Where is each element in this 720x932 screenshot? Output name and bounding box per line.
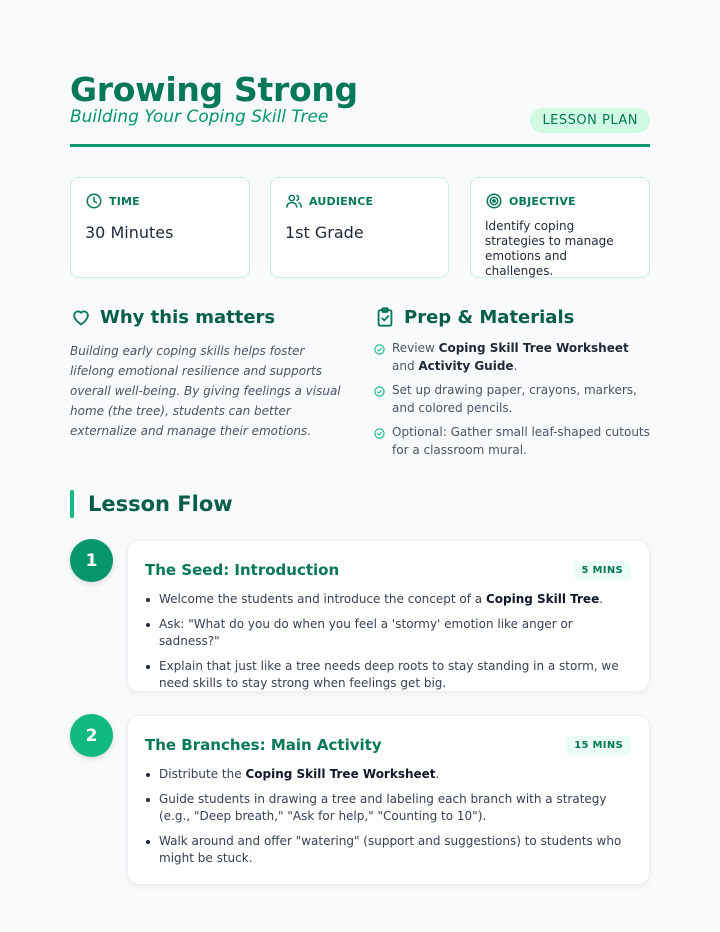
lesson-plan-page xyxy=(70,0,650,932)
list-item: Welcome the students and introduce the concept of a Coping Skill Tree. xyxy=(145,591,631,609)
time-label: TIME xyxy=(109,194,140,208)
list-item: Review Coping Skill Tree Worksheet and Activity Guide. xyxy=(374,340,650,375)
prep-list xyxy=(374,340,650,466)
check-circle-icon xyxy=(374,344,385,355)
step-number-badge: 2 xyxy=(70,714,113,757)
prep-section-header xyxy=(374,306,574,328)
page-subtitle: Building Your Coping Skill Tree xyxy=(70,107,329,127)
duration-badge: 5 MINS xyxy=(574,561,631,580)
why-title: Why this matters xyxy=(100,306,276,328)
duration-badge: 15 MINS xyxy=(566,736,631,755)
step-title: The Seed: Introduction xyxy=(145,561,340,579)
clock-icon xyxy=(85,192,103,210)
why-text: Building early coping skills helps foster lifelong emotional resilience and supports overall well-being. By giving feelings a visual home (the tree), students can better externalize and manage their emotions. xyxy=(70,344,341,438)
clipboard-check-icon xyxy=(374,306,396,328)
step-list xyxy=(145,766,631,868)
list-item: Distribute the Coping Skill Tree Worksheet. xyxy=(145,766,631,784)
page-title: Growing Strong xyxy=(70,70,358,109)
audience-label: AUDIENCE xyxy=(309,194,374,208)
check-circle-icon xyxy=(374,386,385,397)
header-divider xyxy=(70,144,650,147)
heart-icon xyxy=(70,306,92,328)
why-section-header xyxy=(70,306,275,328)
list-item: Guide students in drawing a tree and labeling each branch with a strategy (e.g., "Deep breath," "Ask for help," "Counting to 10"). xyxy=(145,791,631,826)
time-value: 30 Minutes xyxy=(85,223,174,242)
list-item: Explain that just like a tree needs deep roots to stay standing in a storm, we need skills to stay strong when feelings get big. xyxy=(145,658,631,693)
objective-value: Identify coping strategies to manage emotions and challenges. xyxy=(485,219,614,278)
users-icon xyxy=(285,192,303,210)
step-number-badge: 1 xyxy=(70,539,113,582)
list-item: Walk around and offer "watering" (support and suggestions) to students who might be stuck. xyxy=(145,833,631,868)
list-item: Ask: "What do you do when you feel a 'stormy' emotion like anger or sadness?" xyxy=(145,616,631,651)
check-circle-icon xyxy=(374,428,385,439)
time-card xyxy=(70,177,250,278)
step-card xyxy=(127,715,650,885)
step-card xyxy=(127,540,650,692)
prep-title: Prep & Materials xyxy=(404,306,575,328)
list-item: Optional: Gather small leaf-shaped cutouts for a classroom mural. xyxy=(374,424,650,459)
step-title: The Branches: Main Activity xyxy=(145,736,382,754)
objective-card xyxy=(470,177,650,278)
step-list xyxy=(145,591,631,693)
list-item: Set up drawing paper, crayons, markers, and colored pencils. xyxy=(374,382,650,417)
lesson-flow-title: Lesson Flow xyxy=(88,492,233,516)
audience-card xyxy=(270,177,449,278)
target-icon xyxy=(485,192,503,210)
objective-label: OBJECTIVE xyxy=(509,194,576,208)
flow-accent-bar xyxy=(70,490,74,518)
lesson-plan-badge: LESSON PLAN xyxy=(530,108,650,133)
audience-value: 1st Grade xyxy=(285,223,364,242)
